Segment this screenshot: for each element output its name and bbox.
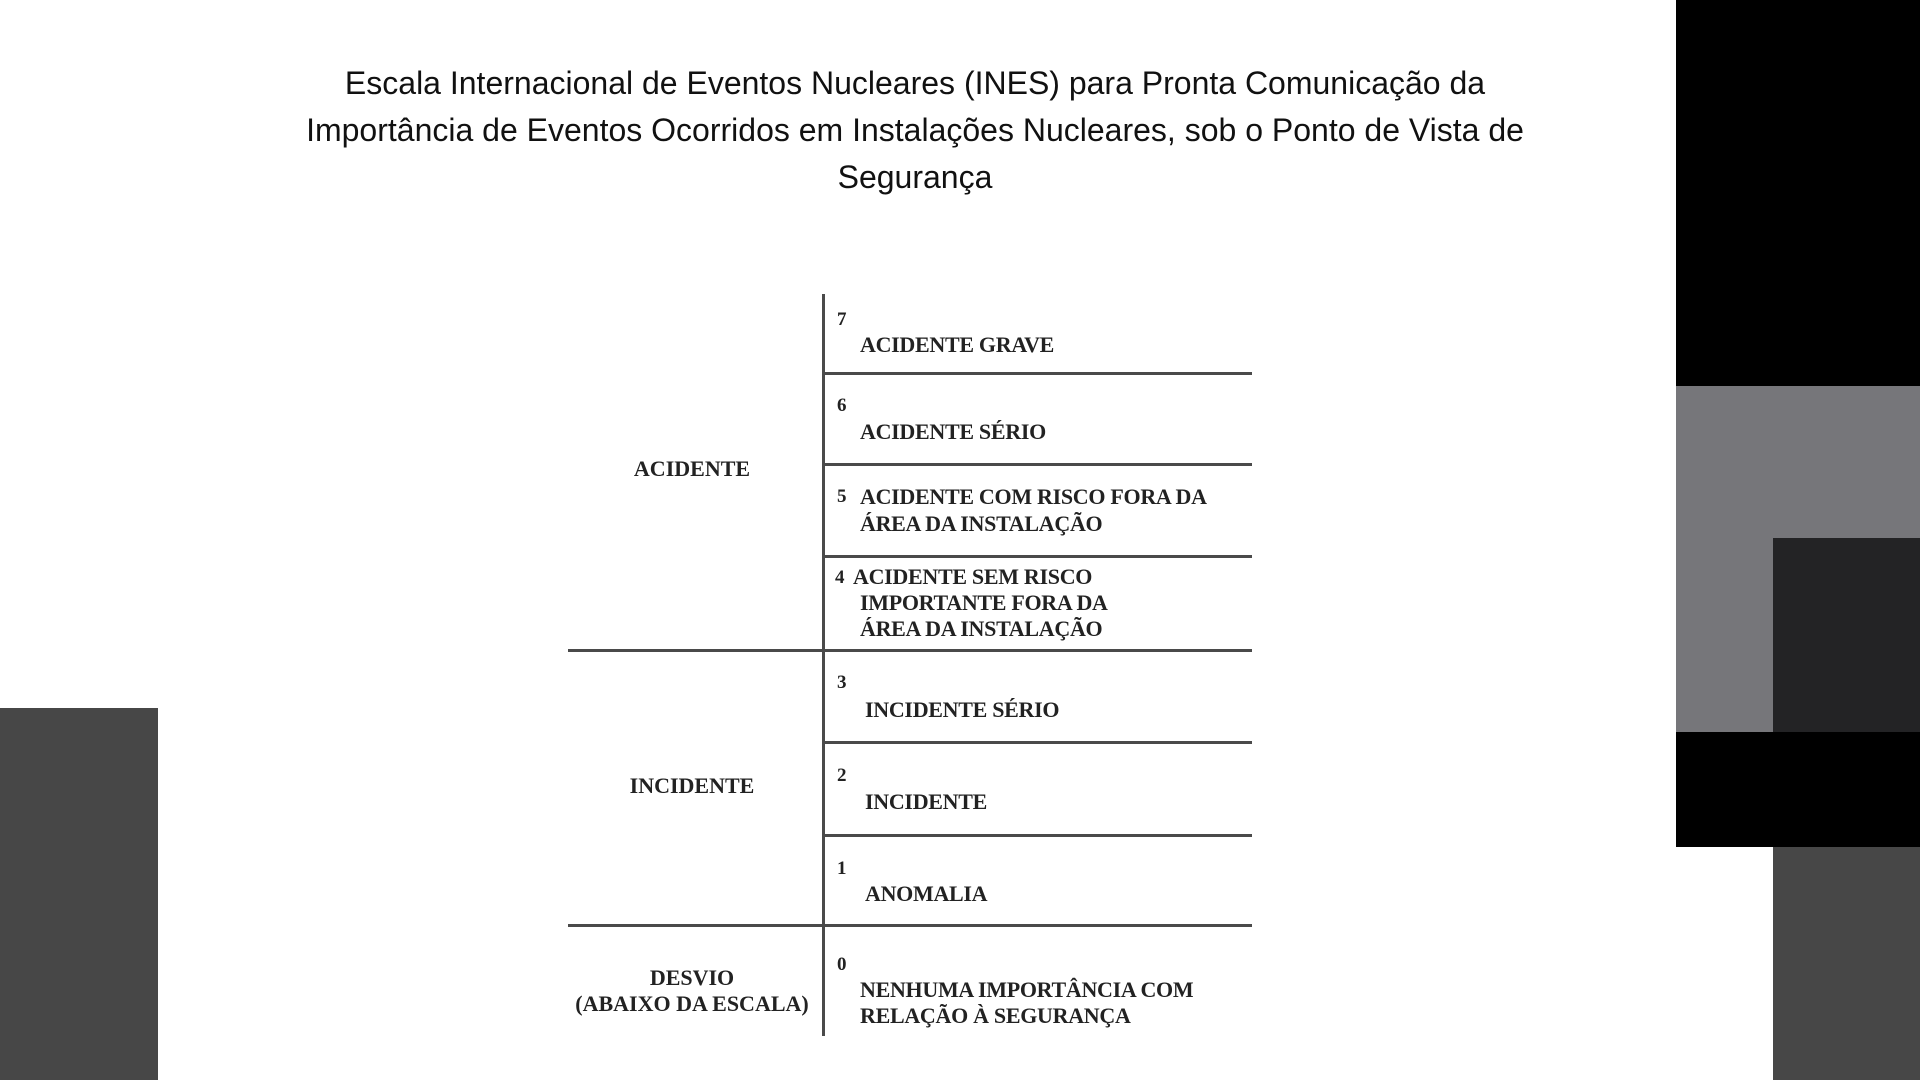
group-label-desvio-line: DESVIO — [649, 965, 735, 990]
group-label-incidente: INCIDENTE — [629, 773, 755, 798]
title-line: Importância de Eventos Ocorridos em Instalações Nucleares, sob o Ponto de Vista de — [306, 112, 1524, 148]
level-label: NENHUMA IMPORTÂNCIA COM — [860, 977, 1194, 1002]
level-number: 3 — [837, 672, 847, 693]
group-label-acidente: ACIDENTE — [633, 456, 751, 481]
level-label: RELAÇÃO À SEGURANÇA — [860, 1003, 1131, 1028]
level-separator — [825, 372, 1252, 375]
level-label: ACIDENTE COM RISCO FORA DA — [860, 484, 1207, 509]
level-number: 5 — [837, 486, 847, 507]
level-label: ÁREA DA INSTALAÇÃO — [860, 511, 1103, 536]
level-number: 6 — [837, 395, 847, 416]
group-separator — [568, 649, 1252, 652]
level-number: 4 — [835, 567, 845, 588]
level-label: IMPORTANTE FORA DA — [860, 590, 1108, 615]
level-separator — [825, 834, 1252, 837]
level-label: ÁREA DA INSTALAÇÃO — [860, 616, 1103, 641]
level-number: 1 — [837, 858, 847, 879]
level-separator — [825, 463, 1252, 466]
group-label-desvio — [572, 965, 812, 1017]
group-label-desvio-line: (ABAIXO DA ESCALA) — [575, 991, 809, 1016]
level-label: ACIDENTE GRAVE — [860, 332, 1055, 357]
title-line: Segurança — [837, 159, 993, 195]
level-label: ANOMALIA — [865, 881, 988, 906]
title-line: Escala Internacional de Eventos Nucleares (INES) para Pronta Comunicação da — [344, 65, 1486, 101]
level-number: 2 — [837, 765, 847, 786]
level-number: 0 — [837, 954, 847, 975]
level-label: INCIDENTE — [865, 789, 987, 814]
level-number: 7 — [837, 309, 847, 330]
group-separator — [568, 924, 1252, 927]
level-label: ACIDENTE SÉRIO — [860, 419, 1046, 444]
level-label: ACIDENTE SEM RISCO — [853, 564, 1093, 589]
level-separator — [825, 741, 1252, 744]
level-label: INCIDENTE SÉRIO — [865, 697, 1060, 722]
level-separator — [825, 555, 1252, 558]
